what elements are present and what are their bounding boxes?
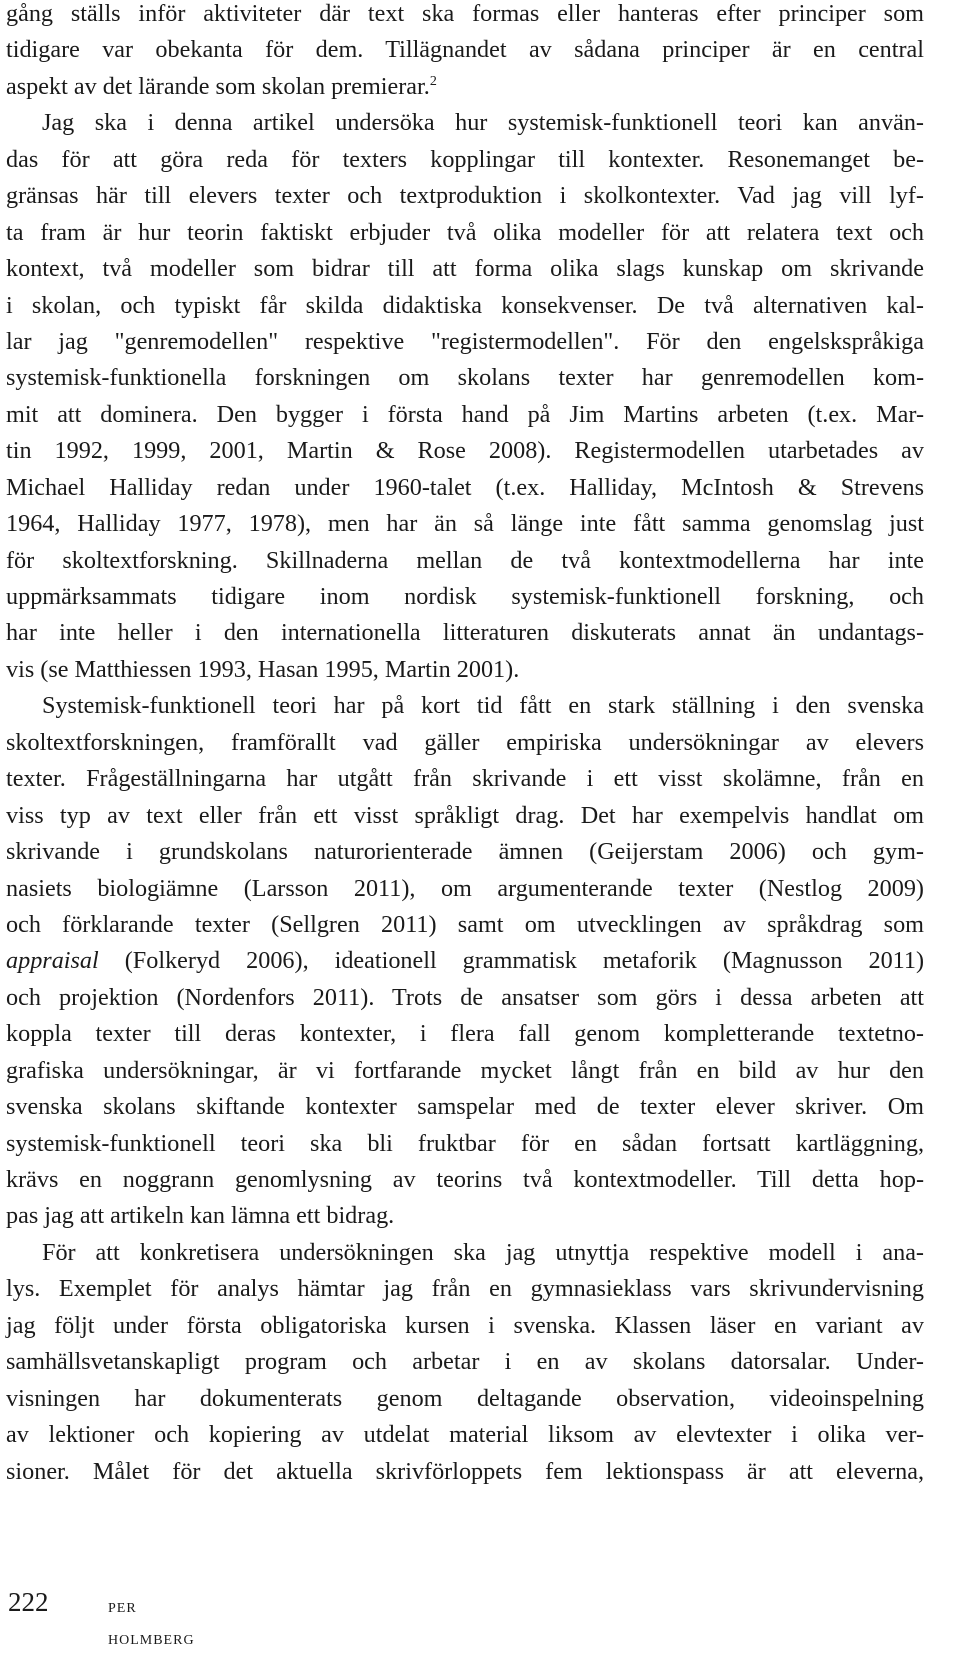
text-line: jag följt under första obligatoriska kursen i svenska. Klassen läser en variant av: [6, 1311, 924, 1339]
text-line: visningen har dokumenterats genom deltagande observation, videoinspelning: [6, 1384, 924, 1412]
text-line: systemisk-funktionell teori ska bli fruktbar för en sådan fortsatt kartläggning,: [6, 1129, 924, 1157]
text-line: gång ställs inför aktiviteter där text ska formas eller hanteras efter principer som: [6, 0, 924, 27]
text-line: viss typ av text eller från ett visst språkligt drag. Det har exempelvis handlat om: [6, 801, 924, 829]
italic-term: appraisal: [6, 947, 99, 975]
text-line: Systemisk-funktionell teori har på kort tid fått en stark ställning i den svenska: [42, 692, 924, 720]
text-line: skrivande i grundskolans naturorienterade ämnen (Geijerstam 2006) och gym-: [6, 838, 924, 866]
text-line-content: (Folkeryd 2006), ideationell grammatisk metaforik (Magnusson 2011): [124, 947, 925, 975]
text-line: För att konkretisera undersökningen ska jag utnyttja respektive modell i ana-: [42, 1238, 924, 1266]
text-line: das för att göra reda för texters kopplingar till kontexter. Resonemanget be-: [6, 145, 924, 173]
footnote-marker[interactable]: 2: [429, 73, 437, 89]
text-line: vis (se Matthiessen 1993, Hasan 1995, Martin 2001).: [6, 655, 520, 683]
text-line: för skoltextforskning. Skillnaderna mellan de två kontextmodellerna har inte: [6, 546, 924, 574]
text-line: ta fram är hur teorin faktiskt erbjuder två olika modeller för att relatera text och: [6, 218, 924, 246]
text-line: gränsas här till elevers texter och textproduktion i skolkontexter. Vad jag vill lyf-: [6, 182, 924, 210]
text-line: och förklarande texter (Sellgren 2011) samt om utvecklingen av språkdrag som: [6, 910, 924, 938]
text-line: har inte heller i den internationella litteraturen diskuterats annat än undantags-: [6, 619, 924, 647]
text-line-content: aspekt av det lärande som skolan premierar.: [6, 72, 430, 100]
text-line: samhällsvetanskapligt program och arbetar i en av skolans datorsalar. Under-: [6, 1348, 924, 1376]
text-line: [6, 943, 924, 979]
text-line: koppla texter till deras kontexter, i flera fall genom kompletterande textetno-: [6, 1020, 924, 1048]
text-line: kontext, två modeller som bidrar till att forma olika slags kunskap om skrivande: [6, 255, 924, 283]
running-head-author: per holmberg: [108, 1595, 195, 1649]
text-line: uppmärksammats tidigare inom nordisk systemisk-funktionell forskning, och: [6, 583, 924, 610]
article-body: [6, 0, 924, 1490]
text-line: lar jag "genremodellen" respektive "registermodellen". För den engelskspråkiga: [6, 327, 924, 355]
text-line: Michael Halliday redan under 1960-talet (t.ex. Halliday, McIntosh & Strevens: [6, 473, 924, 501]
text-line: pas jag att artikeln kan lämna ett bidrag.: [6, 1202, 395, 1230]
text-line: lys. Exemplet för analys hämtar jag från en gymnasieklass vars skrivundervisning: [6, 1275, 924, 1303]
text-line: tidigare var obekanta för dem. Tillägnandet av sådana principer är en central: [6, 36, 924, 64]
text-line: av lektioner och kopiering av utdelat material liksom av elevtexter i olika ver-: [6, 1421, 924, 1449]
text-line: systemisk-funktionella forskningen om skolans texter har genremodellen kom-: [6, 364, 924, 392]
text-line: sioner. Målet för det aktuella skrivförloppets fem lektionspass är att eleverna,: [6, 1457, 924, 1485]
text-line: krävs en noggrann genomlysning av teorins två kontextmodeller. Till detta hop-: [6, 1166, 924, 1193]
page-number: 222: [8, 1587, 49, 1617]
text-line: mit att dominera. Den bygger i första hand på Jim Martins arbeten (t.ex. Mar-: [6, 400, 924, 428]
text-line: svenska skolans skiftande kontexter samspelar med de texter elever skriver. Om: [6, 1093, 924, 1121]
text-line: 1964, Halliday 1977, 1978), men har än så länge inte fått samma genomslag just: [6, 510, 924, 538]
text-line: grafiska undersökningar, är vi fortfarande mycket långt från en bild av hur den: [6, 1056, 924, 1084]
text-line: och projektion (Nordenfors 2011). Trots de ansatser som görs i dessa arbeten att: [6, 983, 924, 1011]
text-line: texter. Frågeställningarna har utgått från skrivande i ett visst skolämne, från en: [6, 765, 924, 793]
text-line: nasiets biologiämne (Larsson 2011), om argumenterande texter (Nestlog 2009): [6, 874, 924, 902]
text-line: skoltextforskningen, framförallt vad gäller empiriska undersökningar av elevers: [6, 728, 924, 756]
text-line: tin 1992, 1999, 2001, Martin & Rose 2008). Registermodellen utarbetades av: [6, 437, 924, 465]
text-line: [6, 69, 924, 105]
text-line: i skolan, och typiskt får skilda didaktiska konsekvenser. De två alternativen kal-: [6, 291, 924, 319]
text-line: Jag ska i denna artikel undersöka hur systemisk-funktionell teori kan använ-: [42, 109, 924, 137]
